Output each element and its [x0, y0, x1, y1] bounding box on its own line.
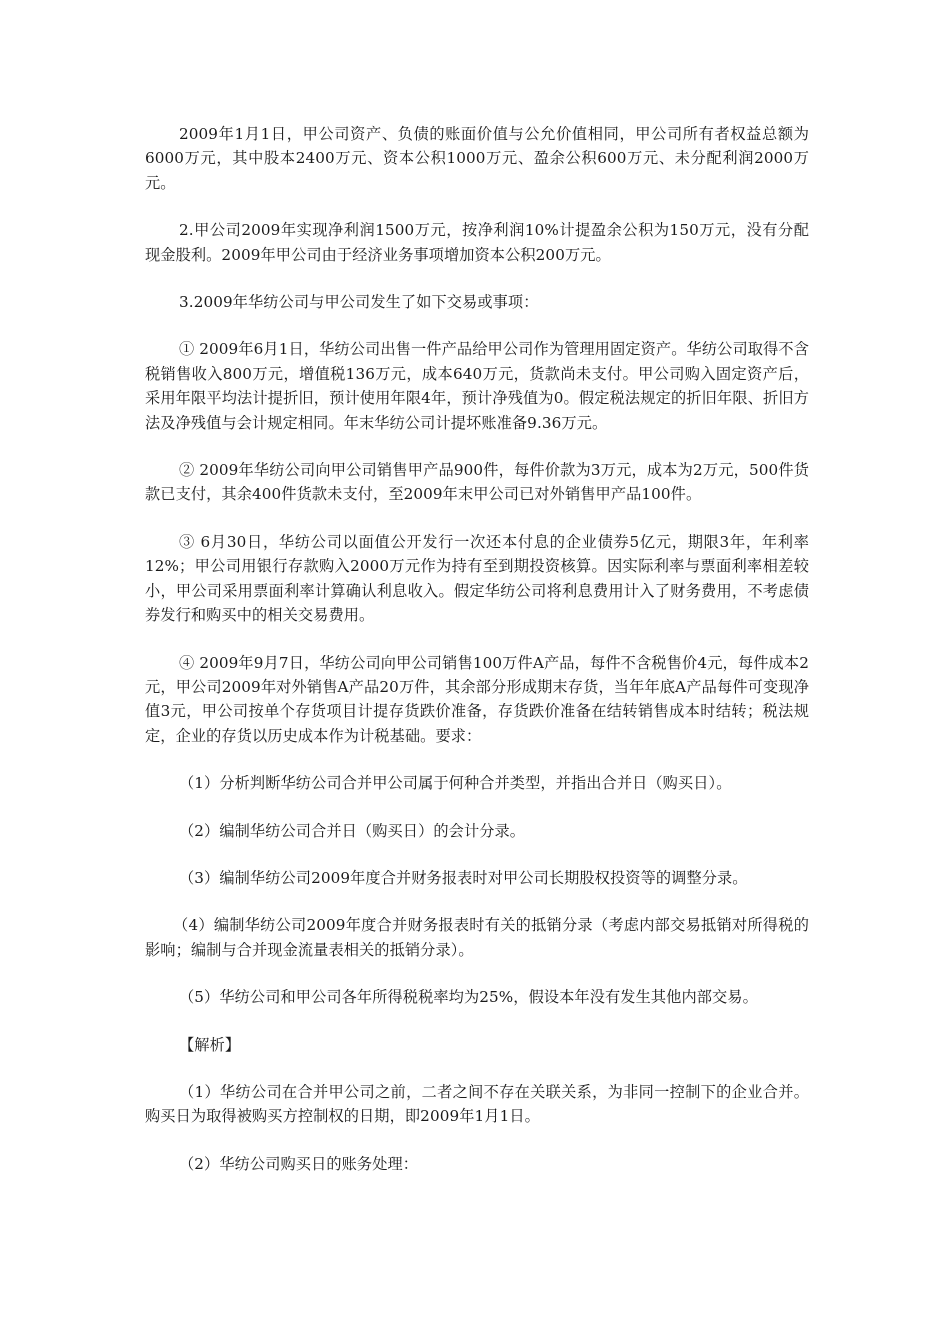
paragraph-answer-1: （1）华纺公司在合并甲公司之前，二者之间不存在关联关系，为非同一控制下的企业合并。购买日为取得被购买方控制权的日期，即2009年1月1日。 — [145, 1082, 809, 1126]
paragraph-net-profit: 2.甲公司2009年实现净利润1500万元，按净利润10%计提盈余公积为150万元，没有分配现金股利。2009年甲公司由于经济业务事项增加资本公积200万元。 — [145, 221, 809, 264]
paragraph-item-1: ① 2009年6月1日，华纺公司出售一件产品给甲公司作为管理用固定资产。华纺公司取得不含税销售收入800万元，增值税136万元，成本640万元，货款尚未支付。甲公司购入固定资产后，采用年限平均法计提折旧，预计使用年限4年，预计净残值为0。假定税法规定的折旧年限、折旧方法及净残值与会计规定相同。年末华纺公司计提坏账准备9.36万元。 — [145, 340, 809, 432]
paragraph-item-3: ③ 6月30日，华纺公司以面值公开发行一次还本付息的企业债券5亿元，期限3年，年利率12%；甲公司用银行存款购入2000万元作为持有至到期投资核算。因实际利率与票面利率相差较小，甲公司采用票面利率计算确认利息收入。假定华纺公司将利息费用计入了财务费用，不考虑债券发行和购买中的相关交易费用。 — [145, 532, 809, 625]
paragraph-item-2: ② 2009年华纺公司向甲公司销售甲产品900件，每件价款为3万元，成本为2万元，500件货款已支付，其余400件货款未支付，至2009年末甲公司已对外销售甲产品100件。 — [145, 461, 809, 504]
paragraph-transactions-intro: 3.2009年华纺公司与甲公司发生了如下交易或事项： — [179, 293, 539, 312]
paragraph-requirement-5: （5）华纺公司和甲公司各年所得税税率均为25%，假设本年没有发生其他内部交易。 — [179, 988, 758, 1007]
paragraph-requirement-2: （2）编制华纺公司合并日（购买日）的会计分录。 — [179, 821, 526, 840]
paragraph-item-4: ④ 2009年9月7日，华纺公司向甲公司销售100万件A产品，每件不含税售价4元，每件成本2元，甲公司2009年对外销售A产品20万件，其余部分形成期末存货，当年年底A产品每件可变现净值3元，甲公司按单个存货项目计提存货跌价准备，存货跌价准备在结转销售成本时结转；税法规定，企业的存货以历史成本作为计税基础。要求： — [145, 653, 809, 745]
paragraph-requirement-3: （3）编制华纺公司2009年度合并财务报表时对甲公司长期股权投资等的调整分录。 — [179, 868, 748, 887]
paragraph-answer-2: （2）华纺公司购买日的账务处理： — [179, 1154, 419, 1173]
paragraph-requirement-1: （1）分析判断华纺公司合并甲公司属于何种合并类型，并指出合并日（购买日）。 — [179, 774, 732, 793]
paragraph-opening-balance: 2009年1月1日，甲公司资产、负债的账面价值与公允价值相同，甲公司所有者权益总额为6000万元，其中股本2400万元、资本公积1000万元、盈余公积600万元、未分配利润2000万元。 — [145, 125, 809, 192]
document-body — [145, 122, 809, 1199]
paragraph-requirement-4: （4）编制华纺公司2009年度合并财务报表时有关的抵销分录（考虑内部交易抵销对所得税的影响；编制与合并现金流量表相关的抵销分录）。 — [145, 916, 809, 959]
paragraph-analysis-heading: 【解析】 — [179, 1035, 241, 1054]
